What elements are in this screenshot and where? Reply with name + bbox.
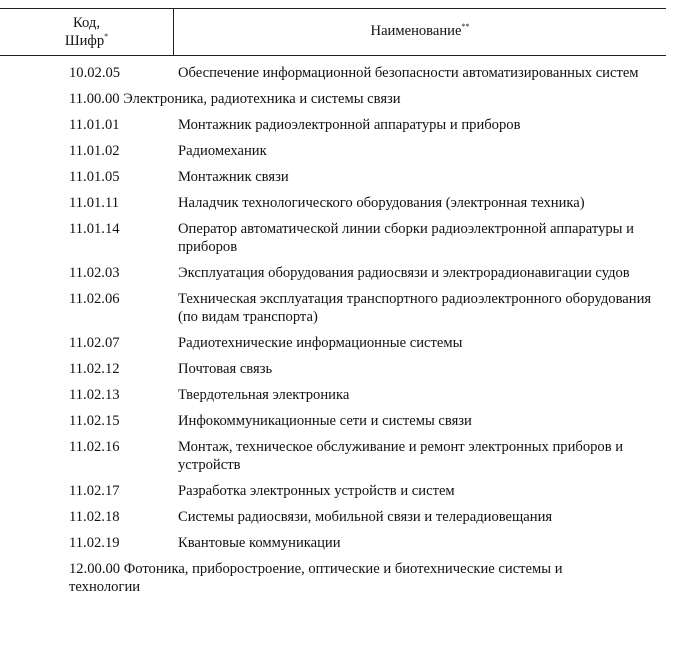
row-name: Разработка электронных устройств и систем (178, 483, 455, 499)
row-name: Наладчик технологического оборудования (электронная техника) (178, 195, 585, 211)
table-row (0, 220, 698, 256)
row-code: 11.02.13 (69, 387, 120, 403)
row-code: 10.02.05 (69, 65, 121, 81)
name-header-footnote-mark: ** (461, 22, 470, 31)
row-name: Радиотехнические информационные системы (178, 335, 463, 351)
row-code: 11.02.17 (69, 483, 120, 499)
row-code: 11.01.14 (69, 221, 120, 237)
row-code: 11.02.12 (69, 361, 120, 377)
table-row (0, 508, 698, 526)
row-name: Монтажник связи (178, 169, 289, 185)
table-row (0, 412, 698, 430)
row-code: 11.01.02 (69, 143, 120, 159)
code-column-header (0, 14, 173, 50)
code-header-line2: Шифр (64, 33, 105, 49)
name-header-label: Наименование (370, 23, 462, 39)
row-code: 11.01.01 (69, 117, 120, 133)
table-row (0, 168, 698, 186)
row-name: Радиомеханик (178, 143, 267, 159)
row-code: 11.02.18 (69, 509, 120, 525)
row-name: Оператор автоматической линии сборки радиоэлектронной аппаратуры и приборов (178, 221, 634, 255)
row-code: 11.01.11 (69, 195, 119, 211)
row-code: 11.02.16 (69, 439, 120, 455)
table-row (0, 264, 698, 282)
table-row (0, 360, 698, 378)
row-name: Системы радиосвязи, мобильной связи и телерадиовещания (178, 509, 553, 525)
section-heading-row (0, 560, 698, 596)
row-name: Твердотельная электроника (178, 387, 350, 403)
row-name: Эксплуатация оборудования радиосвязи и электрорадионавигации судов (178, 265, 630, 281)
table-row (0, 290, 698, 326)
code-header-line1: Код, (73, 15, 100, 31)
row-name: Инфокоммуникационные сети и системы связи (178, 413, 472, 429)
row-code: 11.02.19 (69, 535, 120, 551)
table-row (0, 482, 698, 500)
table-row (0, 116, 698, 134)
row-name: Техническая эксплуатация транспортного радиоэлектронного оборудования (по видам транспорта) (178, 291, 652, 325)
table-row (0, 386, 698, 404)
row-name: Монтаж, техническое обслуживание и ремонт электронных приборов и устройств (178, 439, 624, 473)
table-row (0, 534, 698, 552)
table-body (0, 64, 698, 604)
row-name: Монтажник радиоэлектронной аппаратуры и приборов (178, 117, 521, 133)
section-heading: 11.00.00 Электроника, радиотехника и системы связи (69, 91, 401, 107)
row-code: 11.02.15 (69, 413, 120, 429)
section-heading: 12.00.00 Фотоника, приборостроение, оптические и биотехнические системы и технологии (69, 561, 563, 595)
table-row (0, 438, 698, 474)
table-header (0, 8, 666, 56)
table-row (0, 142, 698, 160)
row-name: Почтовая связь (178, 361, 273, 377)
row-code: 11.01.05 (69, 169, 120, 185)
row-code: 11.02.07 (69, 335, 120, 351)
row-code: 11.02.06 (69, 291, 120, 307)
table-row (0, 194, 698, 212)
row-name: Обеспечение информационной безопасности автоматизированных систем (178, 65, 639, 81)
code-header-footnote-mark: * (104, 32, 109, 41)
section-heading-row (0, 90, 698, 108)
row-name: Квантовые коммуникации (178, 535, 341, 551)
row-code: 11.02.03 (69, 265, 120, 281)
table-row (0, 64, 698, 82)
name-column-header (174, 22, 666, 40)
table-row (0, 334, 698, 352)
